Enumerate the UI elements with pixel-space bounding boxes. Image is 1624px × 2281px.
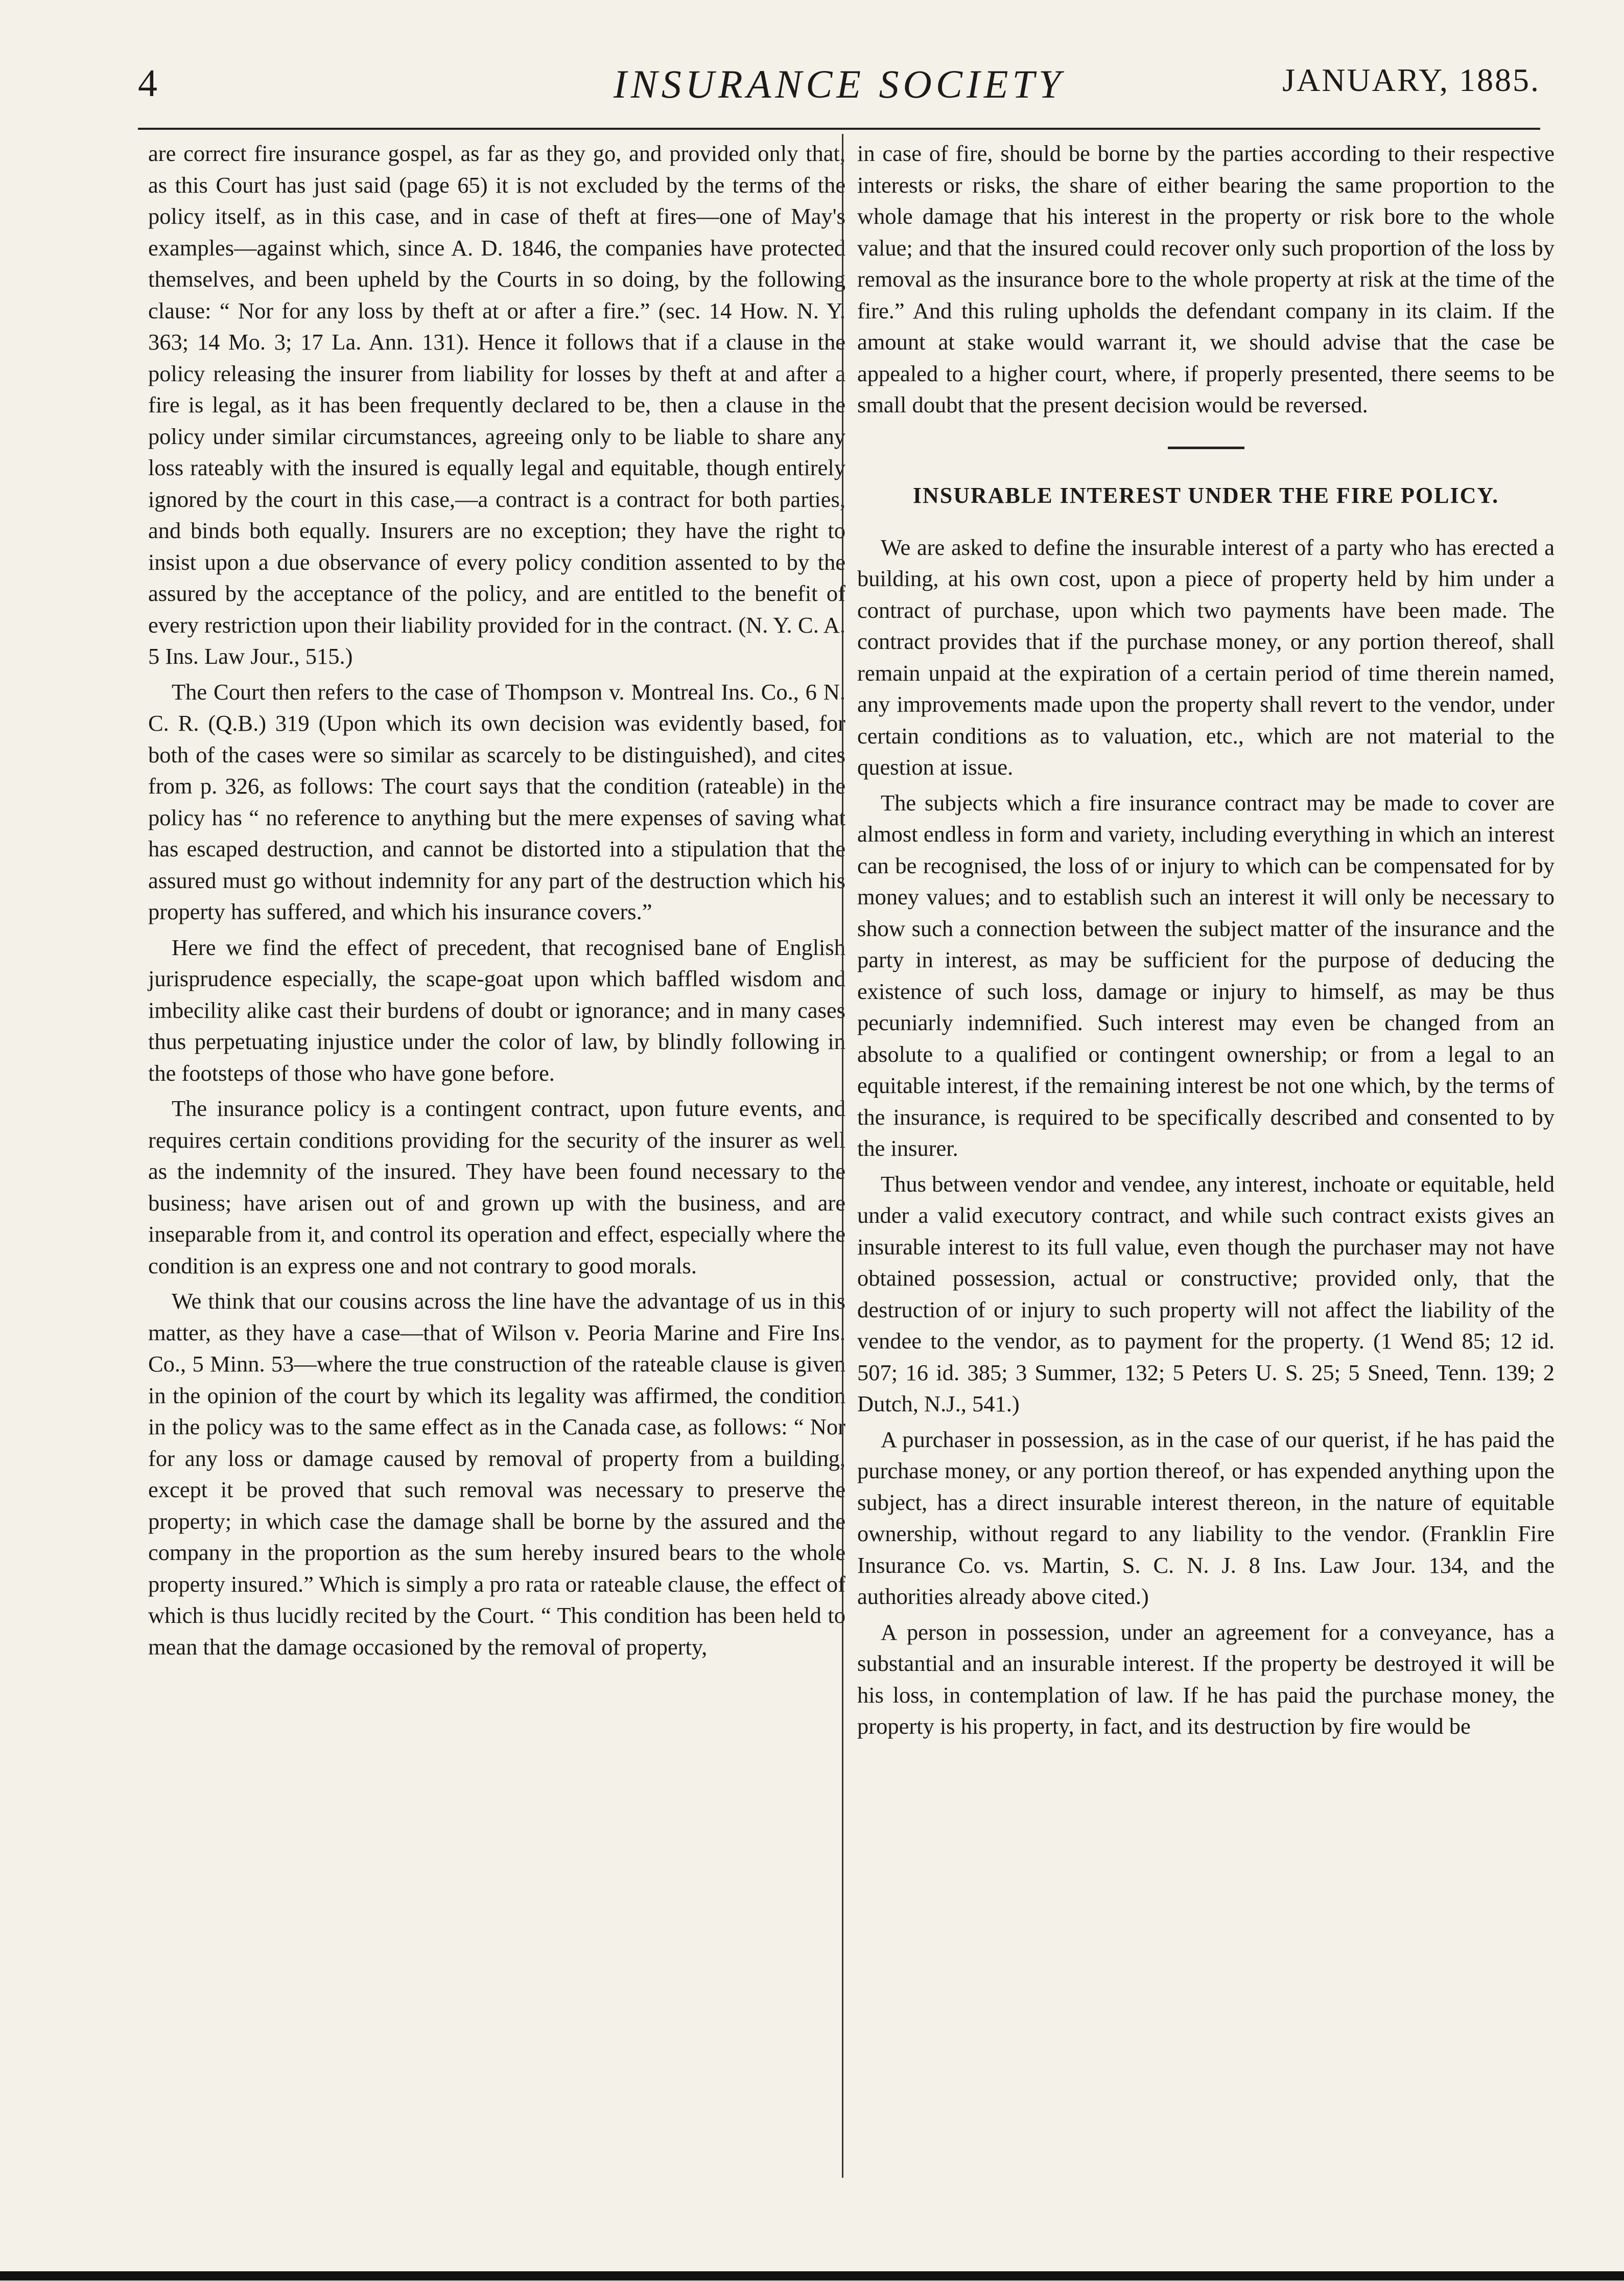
paragraph: are correct fire insurance gospel, as far as they go, and provided only that, as this Court has just said (page 65) it is not excluded by the terms of the policy itself, as in this case, and in case of theft at fires—one of May's examples—against which, since A. D. 1846, the companies have protected themselves, and been upheld by the Courts in so doing, by the following clause: “ Nor for any loss by theft at or after a fire.” (sec. 14 How. N. Y. 363; 14 Mo. 3; 17 La. Ann. 131). Hence it follows that if a clause in the policy releasing the insurer from liability for losses by theft at and after a fire is legal, as it has been frequently declared to be, then a clause in the policy under similar circumstances, agreeing only to be liable to share any loss rateably with the insured is equally legal and equitable, though entirely ignored by the court in this case,—a contract is a contract for both parties, and binds both equally. Insurers are no exception; they have the right to insist upon a due observance of every policy condition assented to by the assured by the acceptance of the policy, and are entitled to the benefit of every restriction upon their liability provided for in the contract. (N. Y. C. A. 5 Ins. Law Jour., 515.) [148, 141, 845, 669]
page-number: 4 [138, 62, 157, 105]
running-title: INSURANCE SOCIETY [613, 62, 1065, 106]
column-divider [842, 134, 843, 2178]
page-bottom-edge [0, 2271, 1624, 2280]
paragraph: The insurance policy is a contingent contract, upon future events, and requires certain conditions providing for the security of the insurer as well as the indemnity of the insured. They have been found necessary to the business; have arisen out of and grown up with the business, and are inseparable from it, and control its operation and effect, especially where the condition is an express one and not contrary to good morals. [148, 1096, 845, 1278]
paragraph: Here we find the effect of precedent, that recognised bane of English jurisprudence especially, the scape-goat upon which baffled wisdom and imbecility alike cast their burdens of doubt or ignorance; and in many cases thus perpetuating injustice under the color of law, by blindly following in the footsteps of those who have gone before. [148, 934, 845, 1086]
paragraph: The Court then refers to the case of Thompson v. Montreal Ins. Co., 6 N. C. R. (Q.B.) 319 (Upon which its own decision was evidently based, for both of the cases were so similar as scarcely to be distinguished), and cites from p. 326, as follows: The court says that the condition (rateable) in the policy has “ no reference to anything but the mere expenses of saving what has escaped destruction, and cannot be distorted into a stipulation that the assured must go without indemnity for any part of the destruction which his property has suffered, and which his insurance covers.” [148, 679, 845, 924]
section-separator [1168, 447, 1244, 449]
header-rule [138, 128, 1540, 130]
paragraph: A purchaser in possession, as in the case of our querist, if he has paid the purchase money, or any portion thereof, or has expended anything upon the subject, has a direct insurable interest thereon, in the nature of equitable ownership, without regard to any liability to the vendor. (Franklin Fire Insurance Co. vs. Martin, S. C. N. J. 8 Ins. Law Jour. 134, and the authorities already above cited.) [857, 1426, 1555, 1609]
paragraph: We are asked to define the insurable interest of a party who has erected a building, at his own cost, upon a piece of property held by him under a contract of purchase, upon which two payments have been made. The contract provides that if the purchase money, or any portion thereof, shall remain unpaid at the expiration of a certain period of time therein named, any improvements made upon the property shall revert to the vendor, under certain conditions as to valuation, etc., which are not material to the question at issue. [857, 534, 1555, 780]
paragraph: A person in possession, under an agreement for a conveyance, has a substantial and an insurable interest. If the property be destroyed it will be his loss, in contemplation of law. If he has paid the purchase money, the property is his property, in fact, and its destruction by fire would be [857, 1619, 1555, 1739]
issue-date: JANUARY, 1885. [1282, 62, 1540, 98]
section-title: INSURABLE INTEREST UNDER THE FIRE POLICY. [912, 482, 1499, 508]
paragraph: We think that our cousins across the line have the advantage of us in this matter, as they have a case—that of Wilson v. Peoria Marine and Fire Ins. Co., 5 Minn. 53—where the true construction of the rateable clause is given in the opinion of the court by which its legality was affirmed, the condition in the policy was to the same effect as in the Canada case, as follows: “ Nor for any loss or damage caused by removal of property from a building, except it be proved that such removal was necessary to preserve the property; in which case the damage shall be borne by the assured and the company in the proportion as the sum hereby insured bears to the whole property insured.” Which is simply a pro rata or rateable clause, the effect of which is thus lucidly recited by the Court. “ This condition has been held to mean that the damage occasioned by the removal of property, [148, 1288, 845, 1660]
right-column [857, 138, 1555, 1742]
page-header [138, 61, 1540, 118]
paragraph: The subjects which a fire insurance contract may be made to cover are almost endless in form and variety, including everything in which an interest can be recognised, the loss of or injury to which can be compensated for by money values; and to establish such an interest it will only be necessary to show such a connection between the subject matter of the insurance and the party in interest, as may be sufficient for the purpose of deducing the existence of such loss, damage or injury to himself, as may be thus pecuniarly indemnified. Such interest may even be changed from an absolute to a qualified or contingent ownership; or from a legal to an equitable interest, if the remaining interest be not one which, by the terms of the insurance, is required to be specifically described and consented to by the insurer. [857, 789, 1555, 1161]
left-column [148, 138, 845, 1663]
paragraph: Thus between vendor and vendee, any interest, inchoate or equitable, held under a valid executory contract, and while such contract exists gives an insurable interest to its full value, even though the purchaser may not have obtained possession, actual or constructive; provided only, that the destruction of or injury to such property will not affect the liability of the vendee to the vendor, as to payment for the property. (1 Wend 85; 12 id. 507; 16 id. 385; 3 Summer, 132; 5 Peters U. S. 25; 5 Sneed, Tenn. 139; 2 Dutch, N.J., 541.) [857, 1171, 1555, 1416]
paragraph: in case of fire, should be borne by the parties according to their respective interests or risks, the share of either bearing the same proportion to the whole damage that his interest in the property or risk bore to the whole value; and that the insured could recover only such proportion of the loss by removal as the insurance bore to the whole property at risk at the time of the fire.” And this ruling upholds the defendant company in its claim. If the amount at stake would warrant it, we should advise that the case be appealed to a higher court, where, if properly presented, there seems to be small doubt that the present decision would be reversed. [857, 141, 1555, 417]
